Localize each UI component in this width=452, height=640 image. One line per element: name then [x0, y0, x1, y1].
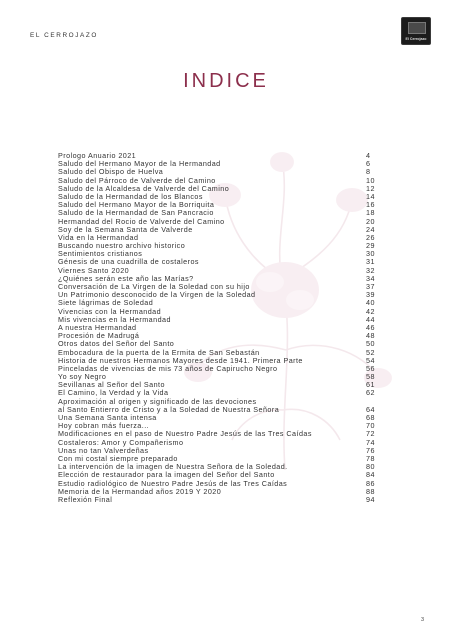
toc-entry-title: Saludo del Hermano Mayor de la Borriquita	[58, 200, 215, 210]
page-number: 3	[421, 617, 425, 623]
toc-entry-title: Yo soy Negro	[58, 372, 107, 382]
toc-entry-title: Buscando nuestro archivo historico	[58, 241, 186, 251]
toc-entry-title: Sentimientos cristianos	[58, 249, 143, 259]
toc-entry-page: 29	[366, 241, 375, 251]
toc-entry-page: 58	[366, 372, 375, 382]
toc-entry-title: Saludo de la Alcaldesa de Valverde del Camino	[58, 183, 230, 193]
toc-entry-title: Saludo de la Hermandad de San Pancracio	[58, 208, 214, 218]
toc-entry-page: 48	[366, 331, 375, 341]
toc-entry-title: Mis vivencias en la Hermandad	[58, 314, 171, 324]
toc-entry-title: A nuestra Hermandad	[58, 322, 137, 332]
toc-entry-title: Modificaciones en el paso de Nuestro Padre Jesús de las Tres Caídas	[58, 429, 312, 439]
toc-entry-title: Estudio radiológico de Nuestro Padre Jesús de las Tres Caídas	[58, 478, 288, 488]
toc-entry-title: Una Semana Santa intensa	[58, 413, 157, 422]
toc-entry-title: Saludo de la Hermandad de los Blancos	[58, 191, 203, 201]
toc-entry-title: Génesis de una cuadrilla de costaleros	[58, 257, 199, 267]
toc-entry-page: 84	[366, 470, 375, 480]
toc-entry-title: Prologo Anuario 2021	[58, 151, 137, 160]
toc-entry-page: 10	[366, 175, 375, 185]
toc-entry-page: 64	[366, 404, 375, 414]
toc-entry-title: Soy de la Semana Santa de Valverde	[58, 224, 193, 234]
toc-entry-page: 16	[366, 200, 375, 210]
toc-entry[interactable]	[58, 496, 408, 504]
toc-entry-page: 24	[366, 224, 375, 234]
toc-entry-page: 44	[366, 314, 375, 324]
toc-entry-page: 30	[366, 249, 375, 259]
toc-entry-title: Procesión de Madrugá	[58, 331, 140, 341]
toc-entry-title: La intervención de la imagen de Nuestra Señora de la Soledad.	[58, 462, 288, 472]
toc-entry-page: 46	[366, 322, 375, 332]
toc-entry-page: 62	[366, 388, 375, 398]
toc-entry-title: Un Patrimonio desconocido de la Virgen de la Soledad	[58, 290, 256, 300]
toc-entry-title: Siete lágrimas de Soledad	[58, 298, 154, 308]
toc-entry-title: El Camino, la Verdad y la Vida	[58, 388, 169, 398]
toc-entry-title: Costaleros: Amor y Compañerismo	[58, 437, 184, 447]
toc-entry-title: Reflexión Final	[58, 494, 113, 504]
toc-entry-page: 4	[366, 151, 371, 160]
toc-entry[interactable]	[58, 365, 408, 373]
toc-entry-title: Con mi costal siempre preparado	[58, 453, 178, 463]
toc-entry-page: 8	[366, 167, 371, 177]
toc-entry-page: 42	[366, 306, 375, 316]
toc-entry-page: 72	[366, 429, 375, 439]
toc-entry-page: 61	[366, 380, 375, 390]
toc-entry-page: 54	[366, 355, 375, 365]
toc-entry-title: Saludo del Párroco de Valverde del Camino	[58, 175, 216, 185]
toc-entry-title: Hermandad del Rocio de Valverde del Camino	[58, 216, 225, 226]
toc-entry-title: Vivencias con la Hermandad	[58, 306, 162, 316]
toc-entry-page: 18	[366, 208, 375, 218]
toc-entry-page: 37	[366, 282, 375, 291]
toc-entry-title: Saludo del Obispo de Huelva	[58, 167, 164, 177]
logo-image	[408, 22, 426, 34]
toc-entry-title: ¿Quiénes serán este año las Marías?	[58, 273, 194, 283]
toc-entry-page: 78	[366, 453, 375, 463]
toc-entry-title: Pinceladas de vivencias de mis 73 años de Capirucho Negro	[58, 363, 278, 373]
toc-entry-title: Viernes Santo 2020	[58, 265, 130, 275]
toc-entry-page: 56	[366, 363, 375, 373]
page-title: INDICE	[183, 70, 269, 92]
toc-entry-title: Hoy cobran más fuerza...	[58, 421, 150, 431]
toc-entry-title: Elección de restaurador para la imagen del Señor del Santo	[58, 470, 275, 480]
toc-entry-page: 26	[366, 232, 375, 242]
toc-entry-page: 50	[366, 339, 375, 349]
toc-entry-page: 39	[366, 290, 375, 300]
toc-entry-title: Vida en la Hermandad	[58, 232, 139, 242]
toc-entry-page: 68	[366, 413, 375, 422]
toc-entry-title: Historia de nuestros Hermanos Mayores desde 1941. Primera Parte	[58, 355, 303, 365]
toc-entry-title: Sevillanas al Señor del Santo	[58, 380, 165, 390]
toc-entry-title: al Santo Entierro de Cristo y a la Soledad de Nuestra Señora	[58, 404, 280, 414]
toc-entry-page: 12	[366, 183, 375, 193]
toc-entry-page: 52	[366, 347, 375, 357]
toc-entry-page: 86	[366, 478, 375, 488]
logo-text: El Cerrojazo	[405, 37, 427, 41]
toc-entry-title: Embocadura de la puerta de la Ermita de San Sebastán	[58, 347, 260, 357]
toc-entry-page: 32	[366, 265, 375, 275]
toc-entry-page: 6	[366, 159, 371, 169]
toc-entry-title: Unas no tan Valverdeñas	[58, 445, 149, 455]
toc-entry-title: Conversación de La Virgen de la Soledad con su hijo	[58, 282, 250, 291]
toc-entry-title: Memoria de la Hermandad años 2019 Y 2020	[58, 486, 222, 496]
toc-entry-page: 34	[366, 273, 375, 283]
toc-entry-page: 80	[366, 462, 375, 472]
toc-entry-title: Aproximación al origen y significado de las devociones	[58, 396, 257, 406]
header-label: EL CERROJAZO	[30, 32, 98, 39]
cerrojazo-logo-icon	[401, 17, 431, 45]
toc-entry-title: Otros datos del Señor del Santo	[58, 339, 175, 349]
toc-entry-page: 14	[366, 191, 375, 201]
toc-entry-page: 76	[366, 445, 375, 455]
toc-entry-page: 88	[366, 486, 375, 496]
toc-entry-page: 74	[366, 437, 375, 447]
toc-entry-page: 70	[366, 421, 375, 431]
toc-entry-page: 40	[366, 298, 375, 308]
toc-entry-title: Saludo del Hermano Mayor de la Hermandad	[58, 159, 221, 169]
toc-entry-page: 94	[366, 494, 375, 504]
table-of-contents	[58, 152, 408, 504]
toc-entry-page: 20	[366, 216, 375, 226]
toc-entry-page: 31	[366, 257, 375, 267]
